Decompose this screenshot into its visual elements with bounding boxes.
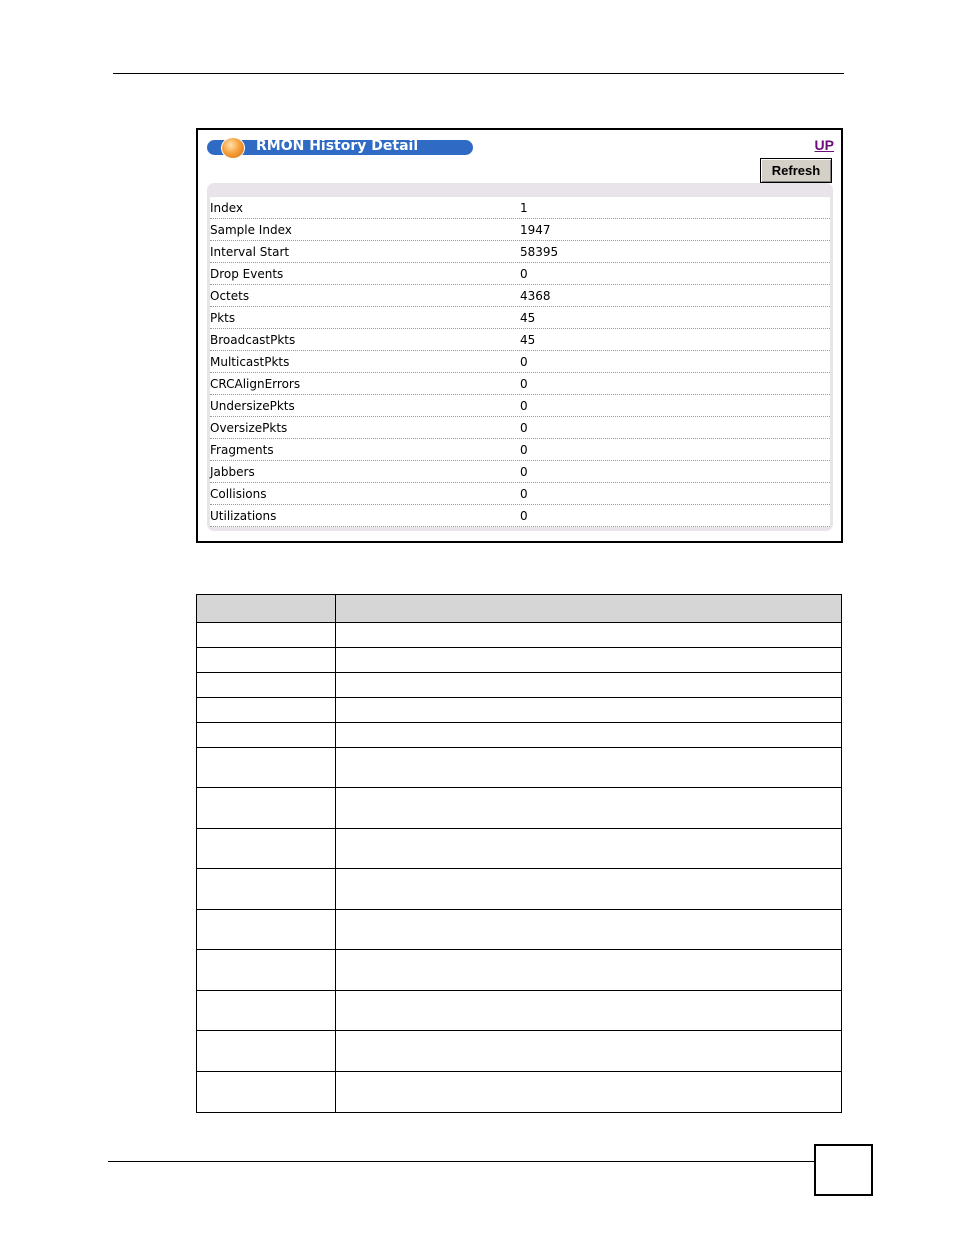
- page-number-box: [814, 1144, 873, 1196]
- table-row: [197, 1031, 842, 1072]
- table-row: [197, 910, 842, 950]
- detail-row: [210, 197, 830, 219]
- detail-value: 45: [520, 333, 536, 347]
- detail-row: [210, 285, 830, 307]
- detail-label: CRCAlignErrors: [210, 377, 301, 391]
- table-cell: [336, 869, 842, 910]
- table-row: [197, 950, 842, 991]
- detail-label: BroadcastPkts: [210, 333, 296, 347]
- table-cell: [197, 698, 336, 723]
- detail-label: Octets: [210, 289, 250, 303]
- detail-label: UndersizePkts: [210, 399, 295, 413]
- detail-label: Fragments: [210, 443, 274, 457]
- detail-value: 58395: [520, 245, 559, 259]
- table-row: [197, 723, 842, 748]
- description-table: [196, 594, 842, 1113]
- table-cell: [336, 910, 842, 950]
- detail-value: 4368: [520, 289, 551, 303]
- detail-box: [207, 183, 833, 531]
- detail-label: Pkts: [210, 311, 236, 325]
- detail-value: 0: [520, 421, 528, 435]
- table-row: [197, 991, 842, 1031]
- table-row: [197, 623, 842, 648]
- table-cell: [336, 991, 842, 1031]
- table-cell: [197, 829, 336, 869]
- table-row: [197, 1072, 842, 1113]
- detail-value: 0: [520, 465, 528, 479]
- table-row: [197, 829, 842, 869]
- table-cell: [336, 1072, 842, 1113]
- detail-row: [210, 307, 830, 329]
- detail-value: 0: [520, 355, 528, 369]
- detail-value: 0: [520, 443, 528, 457]
- detail-row: [210, 241, 830, 263]
- table-row: [197, 698, 842, 723]
- detail-row: [210, 263, 830, 285]
- table-cell: [336, 723, 842, 748]
- table-cell: [336, 698, 842, 723]
- detail-value: 0: [520, 399, 528, 413]
- detail-row: [210, 461, 830, 483]
- table-cell: [197, 1072, 336, 1113]
- table-cell: [336, 623, 842, 648]
- table-cell: [197, 748, 336, 788]
- detail-label: Interval Start: [210, 245, 290, 259]
- table-cell: [336, 748, 842, 788]
- table-cell: [197, 991, 336, 1031]
- detail-row: [210, 439, 830, 461]
- detail-row: [210, 329, 830, 351]
- detail-value: 45: [520, 311, 536, 325]
- detail-list: [210, 197, 830, 527]
- detail-label: Utilizations: [210, 509, 277, 523]
- table-row: [197, 748, 842, 788]
- table-cell: [336, 648, 842, 673]
- detail-value: 0: [520, 487, 528, 501]
- rmon-history-detail-panel: [196, 128, 843, 543]
- detail-label: Collisions: [210, 487, 267, 501]
- table-header-row: [197, 595, 842, 623]
- table-cell: [197, 788, 336, 829]
- detail-label: MulticastPkts: [210, 355, 290, 369]
- table-header-cell: [197, 595, 336, 623]
- page-title: RMON History Detail: [256, 138, 419, 154]
- table-row: [197, 788, 842, 829]
- top-rule: [113, 73, 844, 74]
- table-cell: [336, 829, 842, 869]
- table-cell: [197, 950, 336, 991]
- table-cell: [197, 648, 336, 673]
- detail-value: 0: [520, 509, 528, 523]
- detail-row: [210, 373, 830, 395]
- detail-label: Jabbers: [210, 465, 255, 479]
- table-cell: [197, 910, 336, 950]
- table-cell: [336, 1031, 842, 1072]
- detail-row: [210, 351, 830, 373]
- table-cell: [336, 788, 842, 829]
- table-cell: [197, 673, 336, 698]
- table-row: [197, 869, 842, 910]
- detail-value: 0: [520, 377, 528, 391]
- table-cell: [336, 673, 842, 698]
- detail-value: 1947: [520, 223, 551, 237]
- detail-label: Drop Events: [210, 267, 284, 281]
- table-cell: [197, 869, 336, 910]
- table-cell: [336, 950, 842, 991]
- orange-orb-icon: [221, 137, 245, 159]
- detail-value: 1: [520, 201, 528, 215]
- title-bar: [207, 140, 473, 155]
- detail-row: [210, 219, 830, 241]
- bottom-rule: [108, 1161, 814, 1162]
- up-link[interactable]: UP: [814, 137, 834, 153]
- detail-row: [210, 505, 830, 527]
- refresh-button[interactable]: Refresh: [760, 158, 832, 183]
- table-cell: [197, 1031, 336, 1072]
- table-row: [197, 648, 842, 673]
- detail-label: OversizePkts: [210, 421, 288, 435]
- table-cell: [197, 623, 336, 648]
- detail-row: [210, 395, 830, 417]
- detail-label: Sample Index: [210, 223, 292, 237]
- detail-row: [210, 483, 830, 505]
- detail-row: [210, 417, 830, 439]
- detail-value: 0: [520, 267, 528, 281]
- table-row: [197, 673, 842, 698]
- table-cell: [197, 723, 336, 748]
- table-header-cell: [336, 595, 842, 623]
- detail-label: Index: [210, 201, 244, 215]
